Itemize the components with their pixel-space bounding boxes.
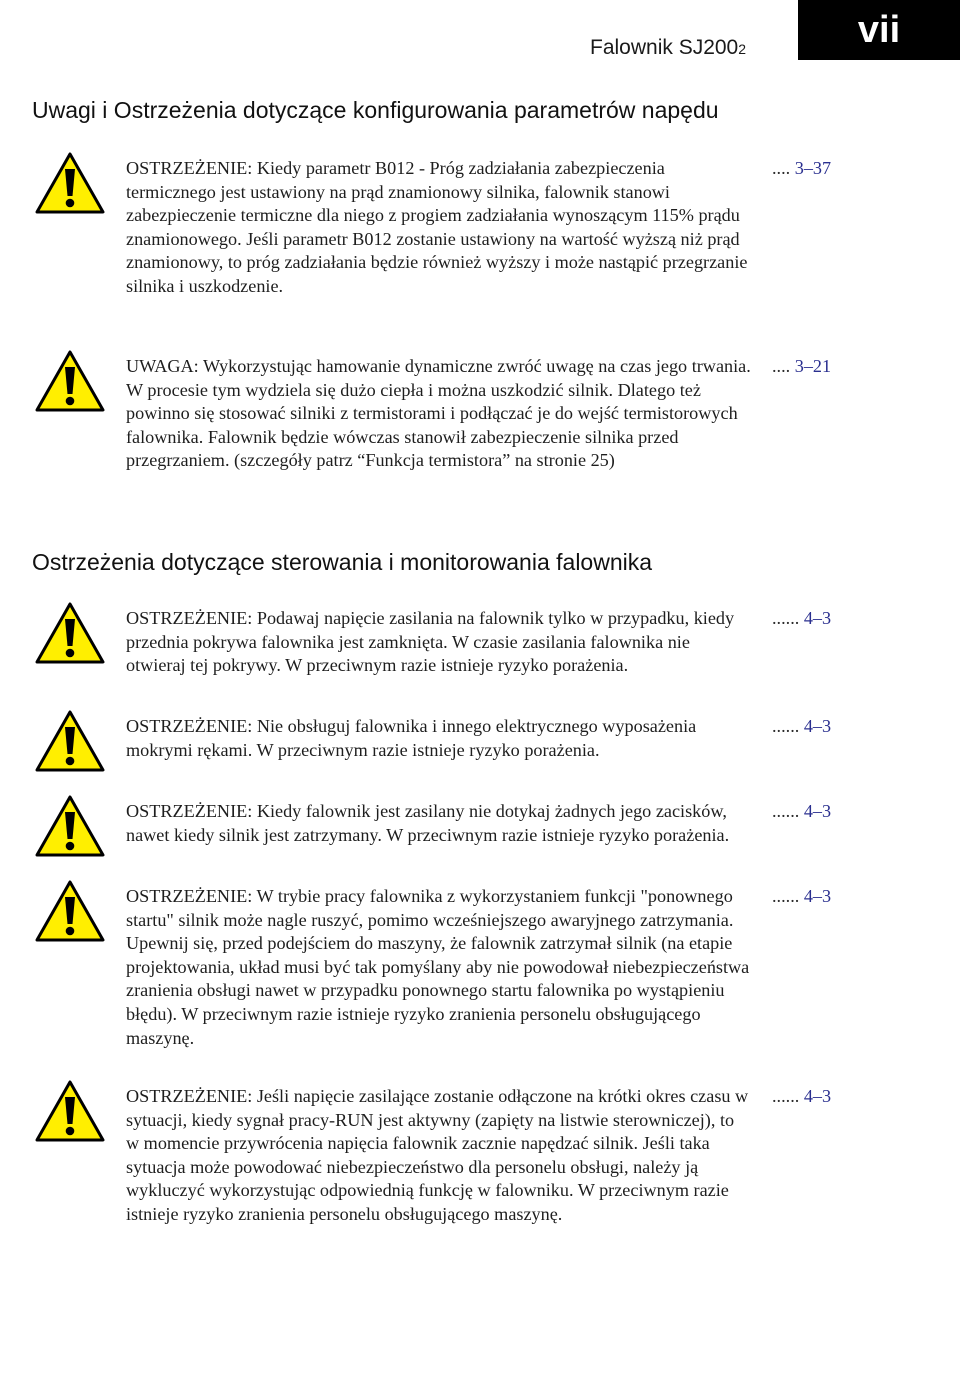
reference-dots: ...... — [772, 716, 800, 736]
warning-text-front-cover: OSTRZEŻENIE: Podawaj napięcie zasilania na falownik tylko w przypadku, kiedy przednia pokrywa falownika jest zamknięta. W czasie zasilania falownika nie otwieraj tej pokrywy. W przeciwnym razie istnieje ryzyko porażenia. — [126, 608, 735, 676]
page-reference[interactable] — [772, 800, 831, 824]
warning-text-power-interruption: OSTRZEŻENIE: Jeśli napięcie zasilające zostanie odłączone na krótki okres czasu w sytuacji, kiedy sygnał pracy-RUN jest aktywny (zapięty na listwie sterowniczej), to w momencie przywrócenia napięcia falownik zacznie napędzać silnik. Jeśli taka sytuacja może powodować niebezpieczeństwo dla personelu obsługi, należy ją wykluczyć wykorzystując odpowiednią funkcję w falowniku. W przeciwnym razie istnieje ryzyko zranienia personelu obsługującego maszynę. — [126, 1086, 749, 1224]
reference-dots: .... — [772, 158, 791, 178]
warning-text-restart: OSTRZEŻENIE: W trybie pracy falownika z wykorzystaniem funkcji "ponownego startu" silnik może nagle ruszyć, pomimo wcześniejszego awaryjnego zatrzymania. Upewnij się, przed podejściem do maszyny, że falownik zatrzymał silnik (na etapie projektowania, układ musi być tak pomyślany aby nie powodował niebezpieczeństwa zranienia obsługi nawet w przypadku ponownego startu falownika po wystąpieniu błędu). W przeciwnym razie istnieje ryzyko zranienia personelu obsługującego maszynę. — [126, 886, 750, 1048]
page-reference[interactable] — [772, 607, 831, 631]
reference-dots: ...... — [772, 1086, 800, 1106]
warning-triangle-icon — [35, 350, 105, 412]
page-reference[interactable] — [772, 715, 831, 739]
warning-text-thermal-threshold: OSTRZEŻENIE: Kiedy parametr B012 - Próg zadziałania zabezpieczenia termicznego jest ustawiony na prąd znamionowy silnika, falownik stanowi zabezpieczenie termiczne dla niego z progiem zadziałania wynoszącym 115% prądu znamionowego. Jeśli parametr B012 zostanie ustawiony na wartość wyższą niż prąd znamionowy, to próg zadziałania będzie również wyższy i może nastąpić przegrzanie silnika i uszkodzenie. — [126, 158, 748, 296]
document-title-main: Falownik SJ200 — [590, 36, 739, 59]
section-heading-control-monitoring: Ostrzeżenia dotyczące sterowania i monitorowania falownika — [32, 549, 653, 575]
reference-page[interactable]: 3–37 — [794, 158, 832, 178]
page-number: vii — [857, 8, 901, 51]
warning-text-wet-hands: OSTRZEŻENIE: Nie obsługuj falownika i innego elektrycznego wyposażenia mokrymi rękami. W przeciwnym razie istnieje ryzyko porażenia. — [126, 716, 697, 760]
page-reference[interactable] — [772, 355, 831, 379]
caution-text-dynamic-braking: UWAGA: Wykorzystując hamowanie dynamiczne zwróć uwagę na czas jego trwania. W procesie tym wydziela się dużo ciepła i można uszkodzić silnik. Dlatego też powinno się stosować silniki z termistorami i podłączać je do wejść termistorowych falownika. Falownik będzie wówczas stanowił zabezpieczenie silnika przed przegrzaniem. (szczegóły patrz “Funkcja termistora” na stronie 25) — [126, 356, 751, 471]
page-number-tab — [798, 0, 960, 60]
page-reference[interactable] — [772, 885, 831, 909]
reference-page[interactable]: 3–21 — [794, 356, 832, 376]
warning-triangle-icon — [35, 1080, 105, 1142]
warning-triangle-icon — [35, 602, 105, 664]
reference-page[interactable]: 4–3 — [803, 886, 832, 906]
section-heading-parameters: Uwagi i Ostrzeżenia dotyczące konfigurowania parametrów napędu — [32, 97, 719, 123]
document-title-subscript: 2 — [738, 41, 747, 57]
reference-dots: .... — [772, 356, 791, 376]
reference-dots: ...... — [772, 801, 800, 821]
reference-page[interactable]: 4–3 — [803, 801, 832, 821]
page-reference[interactable] — [772, 157, 831, 181]
document-title — [590, 36, 790, 60]
reference-page[interactable]: 4–3 — [803, 1086, 832, 1106]
warning-triangle-icon — [35, 152, 105, 214]
reference-page[interactable]: 4–3 — [803, 716, 832, 736]
reference-dots: ...... — [772, 608, 800, 628]
reference-dots: ...... — [772, 886, 800, 906]
warning-triangle-icon — [35, 795, 105, 857]
reference-page[interactable]: 4–3 — [803, 608, 832, 628]
warning-text-terminals: OSTRZEŻENIE: Kiedy falownik jest zasilany nie dotykaj żadnych jego zacisków, nawet kiedy silnik jest zatrzymany. W przeciwnym razie istnieje ryzyko porażenia. — [126, 801, 730, 845]
warning-triangle-icon — [35, 880, 105, 942]
warning-triangle-icon — [35, 710, 105, 772]
page-reference[interactable] — [772, 1085, 831, 1109]
